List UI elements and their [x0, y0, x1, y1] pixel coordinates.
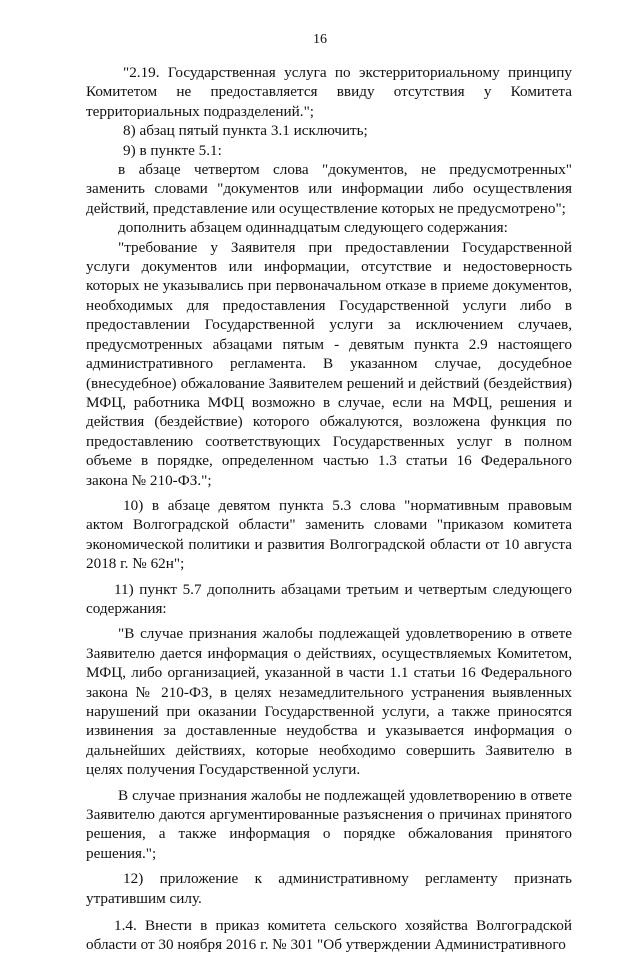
paragraph-item-11: 11) пункт 5.7 дополнить абзацами третьим и четвертым следующего содержания: [86, 580, 572, 617]
page-number: 16 [313, 32, 327, 47]
paragraph-2-19: "2.19. Государственная услуга по экстерриториальному принципу Комитетом не предоставляется ввиду отсутствия у Комитета территориальных подразделений."; [86, 64, 572, 120]
paragraph-item-12: 12) приложение к административному регламенту признать утратившим силу. [86, 870, 572, 907]
paragraph-item-8: 8) абзац пятый пункта 3.1 исключить; [123, 122, 368, 140]
paragraph-quoted-complaint-satisfied: "В случае признания жалобы подлежащей удовлетворению в ответе Заявителю дается информация о действиях, осуществляемых Комитетом, МФЦ, либо организацией, указанной в части 1.1 статьи 16 Федерального закона № 210-ФЗ, в целях незамедлительного устранения выявленных нарушений при оказании Государственной услуги, а также приносятся извинения за доставленные неудобства и указывается информация о дальнейших действиях, которые необходимо совершить Заявителю в целях получения Государственной услуги. [86, 625, 572, 779]
paragraph-item-10: 10) в абзаце девятом пункта 5.3 слова "нормативным правовым актом Волгоградской области" заменить словами "приказом комитета экономической политики и развития Волгоградской области от 10 августа 2018 г. № 62н"; [86, 496, 572, 573]
document-body [86, 63, 572, 955]
paragraph-add-abzac-11: дополнить абзацем одиннадцатым следующего содержания: [118, 219, 508, 237]
paragraph-item-1-4: 1.4. Внести в приказ комитета сельского хозяйства Волгоградской области от 30 ноября 2016 г. № 301 "Об утверждении Административного [86, 917, 572, 954]
paragraph-quoted-requirement: "требование у Заявителя при предоставлении Государственной услуги документов или информации, отсутствие и недостоверность которых не указывались при первоначальном отказе в приеме документов, необходимых для предоставления Государственной услуги либо в предоставлении Государственной услуги за исключением случаев, предусмотренных абзацами пятым - девятым пункта 2.9 настоящего административного регламента. В указанном случае, досудебное (внесудебное) обжалование Заявителем решений и действий (бездействия) МФЦ, работника МФЦ возможно в случае, если на МФЦ, решения и действия (бездействие) которого обжалуются, возложена функция по предоставлению соответствующих Государственных услуг в полном объеме в порядке, определенном частью 1.3 статьи 16 Федерального закона № 210-ФЗ."; [86, 238, 572, 489]
paragraph-item-9-abzac-4: в абзаце четвертом слова "документов, не предусмотренных" заменить словами "документов или информации либо осуществления действий, представление или осуществление которых не предусмотрено"; [86, 161, 572, 217]
paragraph-complaint-not-satisfied: В случае признания жалобы не подлежащей удовлетворению в ответе Заявителю даются аргументированные разъяснения о причинах принятого решения, а также информация о порядке обжалования принятого решения."; [86, 786, 572, 862]
paragraph-item-9: 9) в пункте 5.1: [123, 141, 222, 159]
